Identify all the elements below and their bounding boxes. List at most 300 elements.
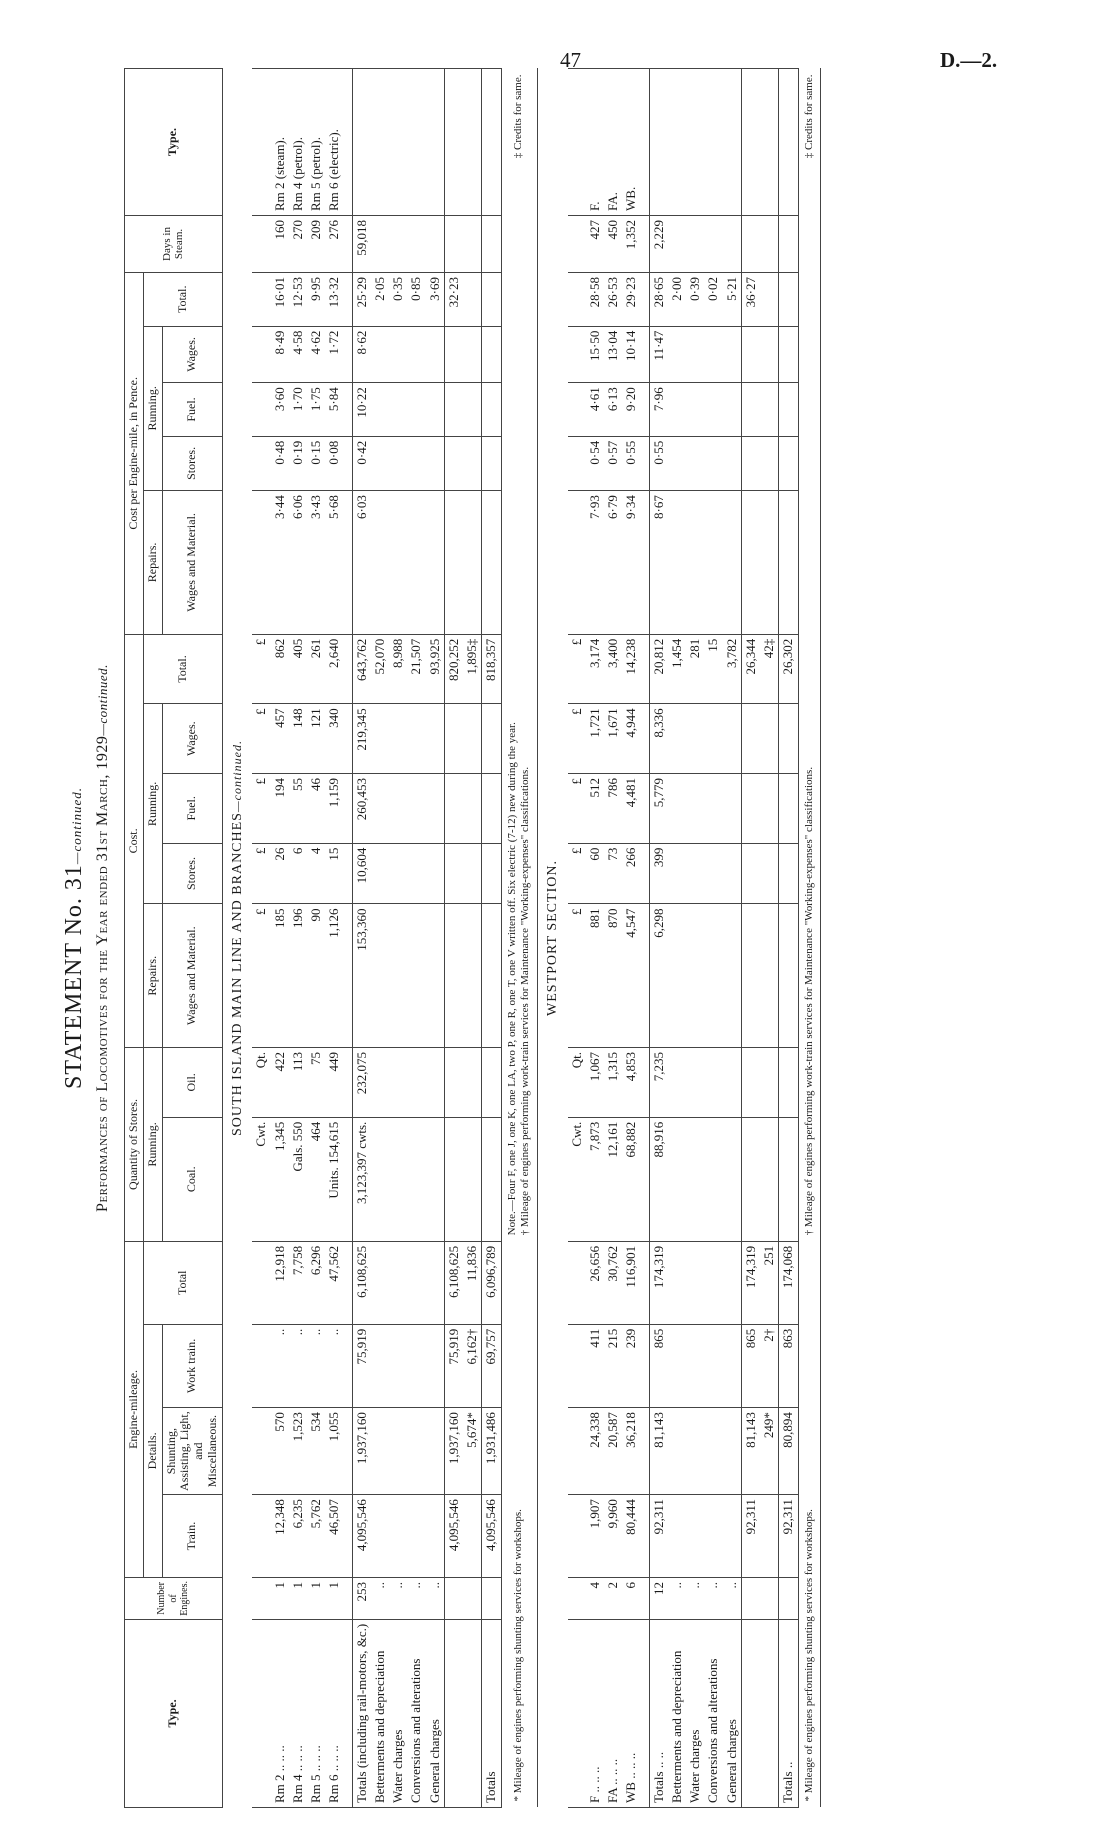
blank [723, 843, 742, 904]
blank [389, 1048, 407, 1118]
unit-cell [252, 383, 270, 436]
gap-cell [641, 1117, 650, 1241]
row-cell: 411 [586, 1324, 604, 1407]
subtotal-cell: 820,252 [444, 634, 463, 704]
row-cell: 60 [586, 843, 604, 904]
th-quantity-stores: Quantity of Stores. [125, 1048, 144, 1242]
blank [407, 1241, 425, 1324]
subtotal-cell [741, 704, 760, 774]
subtotal-cell [741, 1619, 760, 1807]
deduction-cell [760, 1117, 779, 1241]
blank [723, 773, 742, 843]
row-cell: 28·58 [586, 273, 604, 327]
row-cell: 1,523 [289, 1408, 307, 1495]
blank [371, 1324, 389, 1407]
blank [686, 1117, 704, 1241]
final-cell: 26,302 [779, 634, 798, 704]
final-cell [482, 1048, 501, 1118]
row-cell: 862 [271, 634, 289, 704]
row-cell: 1 [325, 1578, 343, 1620]
totals-cell: 92,311 [649, 1495, 668, 1578]
row-cell: Units. 154,615 [325, 1117, 343, 1241]
row-cell: 1,055 [325, 1408, 343, 1495]
deduction-cell [760, 1495, 779, 1578]
row-cell: 0·55 [622, 436, 640, 490]
subtotal-cell [444, 491, 463, 635]
th-num-engines: Number of Engines. [125, 1578, 223, 1620]
unit-cell [252, 273, 270, 327]
row-cell: Rm 5 (petrol). [307, 69, 325, 216]
dots: .. [723, 1578, 742, 1620]
totals-cell: 25·29 [352, 273, 371, 327]
totals-cell: 4,095,546 [352, 1495, 371, 1578]
unit-cell [568, 491, 586, 635]
row-cell: .. [289, 1324, 307, 1407]
blank [407, 773, 425, 843]
blank [668, 491, 686, 635]
th-cpm-repairs: Repairs. [143, 491, 162, 635]
unit-cell: £ [252, 704, 270, 774]
blank [723, 383, 742, 436]
blank [407, 436, 425, 490]
row-cell: F. [586, 69, 604, 216]
row-cell: 15·50 [586, 326, 604, 383]
final-cell [482, 326, 501, 383]
totals-cell: 253 [352, 1578, 371, 1620]
row-cell: 15 [325, 843, 343, 904]
gap-cell [344, 1408, 353, 1495]
subtotal-cell [741, 1048, 760, 1118]
gap-cell [344, 843, 353, 904]
blank [686, 1495, 704, 1578]
gap-cell [344, 383, 353, 436]
blank [371, 1495, 389, 1578]
footnote-text-2: † Mileage of engines performing work-train services for Maintenance "Working-expenses" classifications. [519, 766, 532, 1236]
gap-cell [641, 1619, 650, 1807]
th-cost: Cost. [125, 634, 144, 1047]
row-cell: 209 [307, 216, 325, 273]
final-cell: 863 [779, 1324, 798, 1407]
final-cell: 92,311 [779, 1495, 798, 1578]
unit-cell [252, 1495, 270, 1578]
final-cell: Totals [482, 1619, 501, 1807]
blank [723, 704, 742, 774]
gap-cell [344, 1241, 353, 1324]
blank [723, 216, 742, 273]
row-cell: 786 [604, 773, 622, 843]
subtotal-cell: 1,937,160 [444, 1408, 463, 1495]
totals-cell [649, 69, 668, 216]
blank [723, 436, 742, 490]
blank [704, 326, 722, 383]
row-cell: 121 [307, 704, 325, 774]
table-row [586, 69, 604, 1808]
gap-cell [641, 904, 650, 1048]
deduction-cell [463, 904, 482, 1048]
row-cell: 1,907 [586, 1495, 604, 1578]
th-days-steam: Days in Steam. [125, 216, 223, 273]
section-title-south-island: SOUTH ISLAND MAIN LINE AND BRANCHES—continued. [229, 740, 245, 1136]
deduction-cell [463, 216, 482, 273]
final-cell [779, 1578, 798, 1620]
totals-cell: 7·96 [649, 383, 668, 436]
final-totals-row [779, 69, 798, 1808]
blank [371, 1408, 389, 1495]
blank [407, 704, 425, 774]
blank [704, 1408, 722, 1495]
row-cell: 0·48 [271, 436, 289, 490]
footnote-row [501, 69, 538, 1808]
th-total: Total [143, 1241, 222, 1324]
blank [704, 69, 722, 216]
blank [407, 383, 425, 436]
row-cell: 0·57 [604, 436, 622, 490]
row-cell: 4·62 [307, 326, 325, 383]
blank [668, 1408, 686, 1495]
deduction-cell [760, 1578, 779, 1620]
row-cell: 449 [325, 1048, 343, 1118]
section-south-island [222, 69, 537, 1808]
table-row [271, 69, 289, 1808]
blank [389, 69, 407, 216]
th-cpm-total: Total. [143, 273, 222, 327]
unit-cell: £ [568, 704, 586, 774]
subtotal-cell [741, 773, 760, 843]
totals-cell: 8·62 [352, 326, 371, 383]
deduction-cell [463, 843, 482, 904]
final-cell [779, 69, 798, 216]
final-cell [779, 216, 798, 273]
blank [704, 704, 722, 774]
unit-cell: £ [568, 634, 586, 704]
blank [371, 383, 389, 436]
footnote-middle [798, 383, 821, 1242]
totals-cell: 399 [649, 843, 668, 904]
deduction-cell [760, 704, 779, 774]
blank [371, 491, 389, 635]
subtotal-cell [444, 773, 463, 843]
footnote-text: Note.—Four F, one J, one K, one LA, two P, one R, one T, one V written off. Six electric (7-12) new during the year. [505, 722, 518, 1236]
totals-cell: 2,229 [649, 216, 668, 273]
gap-cell [641, 1578, 650, 1620]
final-cell: 69,757 [482, 1324, 501, 1407]
gap-cell [344, 634, 353, 704]
blank [668, 1048, 686, 1118]
row-cell: 3,400 [604, 634, 622, 704]
final-cell [779, 704, 798, 774]
final-cell [779, 273, 798, 327]
row-cell: 4 [307, 843, 325, 904]
blank [407, 843, 425, 904]
row-cell: Gals. 550 [289, 1117, 307, 1241]
charge-label: Conversions and alterations [407, 1619, 425, 1807]
row-cell: 5,762 [307, 1495, 325, 1578]
unit-cell [568, 326, 586, 383]
unit-cell [568, 69, 586, 216]
totals-cell [352, 69, 371, 216]
unit-cell [252, 1578, 270, 1620]
table-row [307, 69, 325, 1808]
blank [371, 436, 389, 490]
blank [407, 216, 425, 273]
final-cell [482, 383, 501, 436]
totals-cell: 8,336 [649, 704, 668, 774]
footnote-right: ‡ Credits for same. [501, 69, 538, 383]
row-cell: 13·04 [604, 326, 622, 383]
final-cell [482, 491, 501, 635]
blank [686, 773, 704, 843]
row-cell: WB. [622, 69, 640, 216]
final-cell [482, 904, 501, 1048]
final-cell [779, 491, 798, 635]
final-cell: 80,894 [779, 1408, 798, 1495]
blank [407, 904, 425, 1048]
gap-cell [641, 69, 650, 216]
subtotal-cell [741, 326, 760, 383]
final-cell: 6,096,789 [482, 1241, 501, 1324]
blank [668, 904, 686, 1048]
row-cell: 113 [289, 1048, 307, 1118]
locomotive-performance-table [124, 68, 821, 1808]
blank [704, 1048, 722, 1118]
charge-row [723, 69, 742, 1808]
row-cell: 7,758 [289, 1241, 307, 1324]
gap-cell [641, 634, 650, 704]
charge-total: 52,070 [371, 634, 389, 704]
row-cell: Rm 6 (electric). [325, 69, 343, 216]
th-work-train: Work train. [162, 1324, 222, 1407]
blank [407, 491, 425, 635]
unit-cell [568, 216, 586, 273]
th-cost-fuel: Fuel. [162, 773, 222, 843]
totals-cell: 28·65 [649, 273, 668, 327]
row-cell: 1·75 [307, 383, 325, 436]
gap-cell [344, 273, 353, 327]
deduction-cell: 6,162† [463, 1324, 482, 1407]
deduction-cell [463, 436, 482, 490]
charge-total: 21,507 [407, 634, 425, 704]
th-cpm-fuel: Fuel. [162, 383, 222, 436]
row-cell: 68,882 [622, 1117, 640, 1241]
blank [426, 216, 445, 273]
blank [389, 1117, 407, 1241]
blank [704, 1324, 722, 1407]
subtotal-cell [741, 491, 760, 635]
row-cell: 0·15 [307, 436, 325, 490]
blank [704, 436, 722, 490]
deduction-cell [760, 773, 779, 843]
final-cell [482, 843, 501, 904]
statement-title [61, 58, 88, 1818]
deduction-cell [463, 69, 482, 216]
statement-subtitle [94, 58, 112, 1818]
final-cell [779, 326, 798, 383]
row-cell: 30,762 [604, 1241, 622, 1324]
gap-cell [641, 273, 650, 327]
title-main: STATEMENT No. 31 [61, 864, 87, 1090]
blank [389, 436, 407, 490]
footnote-row [798, 69, 821, 1808]
final-cell [779, 1117, 798, 1241]
deduction-cell [463, 1048, 482, 1118]
row-cell: 9,960 [604, 1495, 622, 1578]
charge-label: Conversions and alterations [704, 1619, 722, 1807]
blank [371, 843, 389, 904]
row-cell: 534 [307, 1408, 325, 1495]
blank [371, 1048, 389, 1118]
blank [407, 1324, 425, 1407]
subtotal-cell: 4,095,546 [444, 1495, 463, 1578]
row-cell: 46 [307, 773, 325, 843]
th-cpm-wages-material: Wages and Material. [162, 491, 222, 635]
blank [407, 1495, 425, 1578]
totals-cell: 865 [649, 1324, 668, 1407]
table-row [289, 69, 307, 1808]
blank [723, 904, 742, 1048]
subtotal-cell: 36·27 [741, 273, 760, 327]
charge-per-mile: 2·05 [371, 273, 389, 327]
row-cell: FA. [604, 69, 622, 216]
deduction-cell [760, 491, 779, 635]
footnote-left: * Mileage of engines performing shunting services for workshops. [798, 1241, 821, 1807]
deduction-cell: 1,895‡ [463, 634, 482, 704]
blank [723, 1408, 742, 1495]
final-cell [779, 904, 798, 1048]
blank [371, 773, 389, 843]
blank [686, 843, 704, 904]
blank [704, 1241, 722, 1324]
row-cell: 55 [289, 773, 307, 843]
subtotal-cell [741, 904, 760, 1048]
row-cell: 1·70 [289, 383, 307, 436]
blank [723, 326, 742, 383]
unit-cell [568, 1578, 586, 1620]
blank [426, 843, 445, 904]
subtotal-cell [444, 1619, 463, 1807]
blank [668, 773, 686, 843]
deduction-cell: 11,836 [463, 1241, 482, 1324]
subtotal-cell [444, 904, 463, 1048]
blank [723, 1241, 742, 1324]
blank [723, 491, 742, 635]
row-type: FA .. .. .. [604, 1619, 622, 1807]
row-cell: 276 [325, 216, 343, 273]
blank [389, 1324, 407, 1407]
row-cell: 26·53 [604, 273, 622, 327]
totals-cell: 8·67 [649, 491, 668, 635]
th-details: Details. [143, 1324, 162, 1577]
blank [723, 69, 742, 216]
charge-per-mile: 0·35 [389, 273, 407, 327]
gap-cell [344, 1324, 353, 1407]
blank [668, 436, 686, 490]
row-cell: 3,174 [586, 634, 604, 704]
row-cell: 4,944 [622, 704, 640, 774]
row-cell: 20,587 [604, 1408, 622, 1495]
unit-cell: £ [252, 634, 270, 704]
row-cell: 8·49 [271, 326, 289, 383]
th-cost-stores: Stores. [162, 843, 222, 904]
charge-label: General charges [723, 1619, 742, 1807]
blank [668, 704, 686, 774]
blank [704, 491, 722, 635]
deduction-cell [463, 326, 482, 383]
subtotal-cell [444, 1578, 463, 1620]
gap-cell [344, 216, 353, 273]
totals-cell: 232,075 [352, 1048, 371, 1118]
final-cell: 174,068 [779, 1241, 798, 1324]
blank [426, 69, 445, 216]
unit-cell [252, 216, 270, 273]
th-cost-wages-material: Wages and Material. [162, 904, 222, 1048]
row-cell: 1,345 [271, 1117, 289, 1241]
row-cell: .. [307, 1324, 325, 1407]
gap-cell [344, 436, 353, 490]
unit-cell [568, 1241, 586, 1324]
blank [704, 773, 722, 843]
charge-label: Water charges [389, 1619, 407, 1807]
final-cell: 4,095,546 [482, 1495, 501, 1578]
blank [371, 326, 389, 383]
charge-label: Water charges [686, 1619, 704, 1807]
row-cell: 0·54 [586, 436, 604, 490]
deduction-cell [760, 326, 779, 383]
gap-cell [344, 773, 353, 843]
deduction-cell [760, 383, 779, 436]
row-cell: 5·68 [325, 491, 343, 635]
gap-cell [344, 1117, 353, 1241]
blank [426, 1495, 445, 1578]
unit-cell [252, 326, 270, 383]
row-cell: 405 [289, 634, 307, 704]
deduction-cell [463, 1495, 482, 1578]
totals-cell: 11·47 [649, 326, 668, 383]
row-cell: 512 [586, 773, 604, 843]
th-cost-wages: Wages. [162, 704, 222, 774]
charge-total: 93,925 [426, 634, 445, 704]
row-cell: 266 [622, 843, 640, 904]
totals-cell: 75,919 [352, 1324, 371, 1407]
row-cell: 14,238 [622, 634, 640, 704]
blank [686, 436, 704, 490]
row-cell: 6·06 [289, 491, 307, 635]
blank [668, 1241, 686, 1324]
blank [426, 704, 445, 774]
final-cell: 818,357 [482, 634, 501, 704]
document-reference: D.—2. [940, 48, 998, 72]
deduction-cell [463, 704, 482, 774]
unit-cell: £ [252, 773, 270, 843]
blank [389, 326, 407, 383]
row-cell: .. [271, 1324, 289, 1407]
row-cell: 4 [586, 1578, 604, 1620]
totals-cell: 81,143 [649, 1408, 668, 1495]
subtotal-cell: 81,143 [741, 1408, 760, 1495]
subtotal-cell: 26,344 [741, 634, 760, 704]
final-cell [482, 69, 501, 216]
blank [668, 326, 686, 383]
blank [704, 216, 722, 273]
blank [407, 1048, 425, 1118]
th-cost-total: Total. [143, 634, 222, 704]
charge-row [704, 69, 722, 1808]
footnote-text: † Mileage of engines performing work-train services for Maintenance "Working-expenses" classifications. [802, 766, 815, 1236]
totals-cell: 174,319 [649, 1241, 668, 1324]
totals-cell: 1,937,160 [352, 1408, 371, 1495]
page-number: 47 [560, 48, 581, 72]
blank [371, 704, 389, 774]
unit-cell: £ [568, 843, 586, 904]
